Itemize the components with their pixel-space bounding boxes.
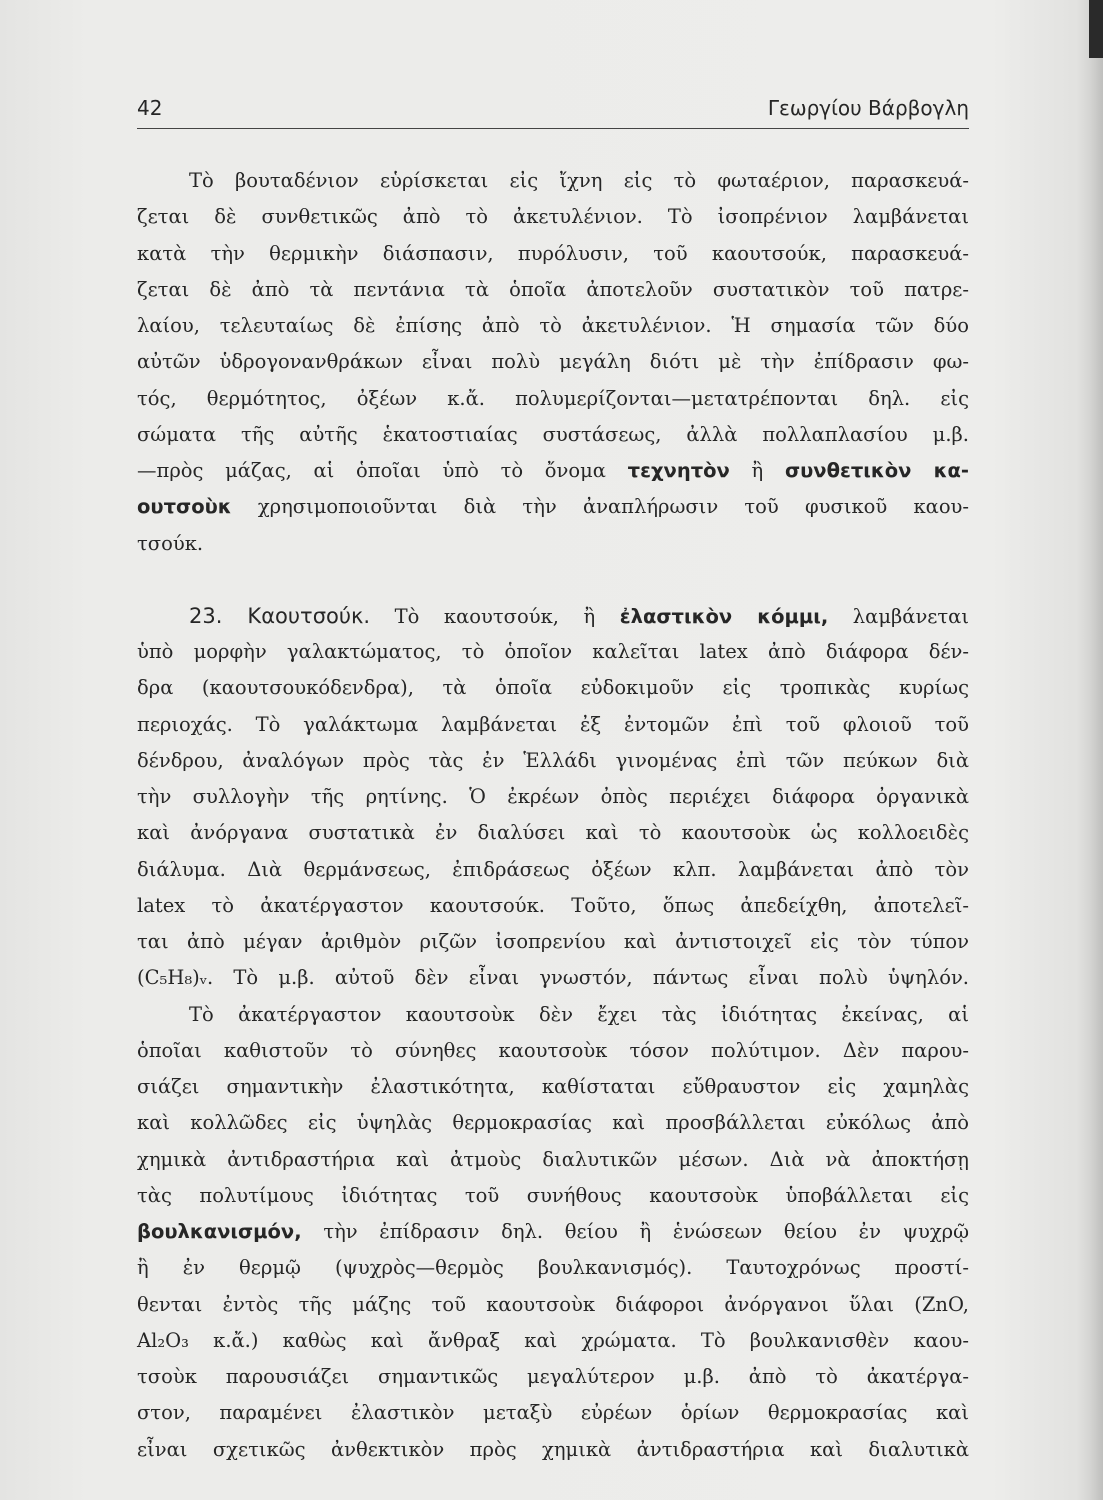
text-line: ἢ ἐν θερμῷ (ψυχρὸς—θερμὸς βουλκανισμός). Ταυτοχρόνως προστί- bbox=[137, 1256, 969, 1280]
text-line: ζεται δὲ ἀπὸ τὰ πεντάνια τὰ ὁποῖα ἀποτελοῦν συστατικὸν τοῦ πατρε- bbox=[137, 277, 969, 301]
text-line bbox=[137, 489, 969, 525]
text-line: τὰς πολυτίμους ἰδιότητας τοῦ συνήθους καουτσοὺκ ὑποβάλλεται εἰς bbox=[137, 1183, 969, 1207]
scan-corner-mark bbox=[1089, 0, 1103, 58]
section-heading: 23. Καουτσούκ. bbox=[189, 603, 371, 628]
text-line: δρα (καουτσουκόδενδρα), τὰ ὁποῖα εὐδοκιμοῦν εἰς τροπικὰς κυρίως bbox=[137, 676, 969, 700]
text-line: Τὸ ἀκατέργαστον καουτσοὺκ δὲν ἔχει τὰς ἰδιότητας ἐκείνας, αἱ bbox=[189, 1002, 969, 1026]
bold-term: τεχνητὸν bbox=[627, 459, 730, 482]
text-line: δένδρου, ἀναλόγων πρὸς τὰς ἐν Ἑλλάδι γινομένας ἐπὶ τῶν πεύκων διὰ bbox=[137, 748, 969, 772]
text-line: καὶ ἀνόργανα συστατικὰ ἐν διαλύσει καὶ τὸ καουτσοὺκ ὡς κολλοειδὲς bbox=[137, 821, 969, 845]
page-edge-shadow bbox=[1077, 0, 1103, 1500]
text-line: σιάζει σημαντικὴν ἐλαστικότητα, καθίσταται εὔθραυστον εἰς χαμηλὰς bbox=[137, 1075, 969, 1098]
text-line: διάλυμα. Διὰ θερμάνσεως, ἐπιδράσεως ὀξέων κλπ. λαμβάνεται ἀπὸ τὸν bbox=[137, 857, 969, 881]
text-span: —πρὸς μάζας, αἱ ὁποῖαι ὑπὸ τὸ ὄνομα bbox=[137, 459, 606, 482]
text-line: τσοὺκ παρουσιάζει σημαντικῶς μεγαλύτερον μ.β. ἀπὸ τὸ ἀκατέργα- bbox=[137, 1365, 969, 1388]
text-line: (C₅H₈)ᵥ. Τὸ μ.β. αὐτοῦ δὲν εἶναι γνωστόν, πάντως εἶναι πολὺ ὑψηλόν. bbox=[137, 966, 969, 990]
text-line: σώματα τῆς αὐτῆς ἑκατοστιαίας συστάσεως, ἀλλὰ πολλαπλασίου μ.β. bbox=[137, 422, 969, 446]
text-line: τὴν συλλογὴν τῆς ρητίνης. Ὁ ἐκρέων ὀπὸς περιέχει διάφορα ὀργανικὰ bbox=[137, 785, 969, 808]
text-line: στον, παραμένει ἐλαστικὸν μεταξὺ εὐρέων ὁρίων θερμοκρασίας καὶ bbox=[137, 1401, 969, 1425]
text-line: καὶ κολλῶδες εἰς ὑψηλὰς θερμοκρασίας καὶ προσβάλλεται εὐκόλως ἀπὸ bbox=[137, 1111, 969, 1135]
text-line: ὁποῖαι καθιστοῦν τὸ σύνηθες καουτσοὺκ τόσον πολύτιμον. Δὲν παρου- bbox=[137, 1038, 969, 1062]
page-header bbox=[137, 92, 969, 129]
text-span: χρησιμοποιοῦνται διὰ τὴν ἀναπλήρωσιν τοῦ φυσικοῦ καου- bbox=[257, 495, 969, 519]
running-head: Γεωργίου Βάρβογλη bbox=[767, 96, 969, 120]
text-line: λαίου, τελευταίως δὲ ἐπίσης ἀπὸ τὸ ἀκετυλένιον. Ἡ σημασία τῶν δύο bbox=[137, 314, 969, 337]
text-line bbox=[137, 1214, 969, 1250]
text-span: τὴν ἐπίδρασιν δηλ. θείου ἢ ἑνώσεων θείου ἐν ψυχρῷ bbox=[323, 1220, 970, 1243]
page-number: 42 bbox=[137, 96, 163, 120]
text-line: αὐτῶν ὑδρογονανθράκων εἶναι πολὺ μεγάλη διότι μὲ τὴν ἐπίδρασιν φω- bbox=[137, 350, 969, 374]
text-line: εἶναι σχετικῶς ἀνθεκτικὸν πρὸς χημικὰ ἀντιδραστήρια καὶ διαλυτικὰ bbox=[137, 1437, 969, 1461]
text-line: κατὰ τὴν θερμικὴν διάσπασιν, πυρόλυσιν, τοῦ καουτσούκ, παρασκευά- bbox=[137, 241, 969, 265]
bold-term: βουλκανισμόν, bbox=[137, 1220, 302, 1243]
text-line: θενται ἐντὸς τῆς μάζης τοῦ καουτσοὺκ διάφοροι ἀνόργανοι ὕλαι (ZnO, bbox=[137, 1292, 969, 1316]
bold-term: ουτσοὺκ bbox=[137, 495, 232, 519]
text-line: τσούκ. bbox=[137, 531, 204, 555]
text-span: Τὸ καουτσούκ, ἢ bbox=[394, 604, 596, 628]
body-text bbox=[137, 163, 969, 1468]
text-line: ται ἀπὸ μέγαν ἀριθμὸν ριζῶν ἰσοπρενίου καὶ ἀντιστοιχεῖ εἰς τὸν τύπον bbox=[137, 930, 969, 953]
text-span: ἢ bbox=[751, 459, 764, 482]
text-line: ὑπὸ μορφὴν γαλακτώματος, τὸ ὁποῖον καλεῖται latex ἀπὸ διάφορα δέν- bbox=[137, 640, 969, 663]
text-line: περιοχάς. Τὸ γαλάκτωμα λαμβάνεται ἐξ ἐντομῶν ἐπὶ τοῦ φλοιοῦ τοῦ bbox=[137, 712, 969, 736]
text-line: Τὸ βουταδένιον εὑρίσκεται εἰς ἴχνη εἰς τὸ φωταέριον, παρασκευά- bbox=[189, 169, 969, 192]
section-heading-line bbox=[137, 598, 969, 634]
text-line: χημικὰ ἀντιδραστήρια καὶ ἀτμοὺς διαλυτικῶν μέσων. Διὰ νὰ ἀποκτήσῃ bbox=[137, 1147, 969, 1171]
bold-term: συνθετικὸν κα- bbox=[784, 459, 970, 482]
text-line bbox=[137, 453, 969, 489]
text-line: τός, θερμότητος, ὀξέων κ.ἄ. πολυμερίζονται—μετατρέπονται δηλ. εἰς bbox=[137, 386, 969, 410]
text-line: ζεται δὲ συνθετικῶς ἀπὸ τὸ ἀκετυλένιον. Τὸ ἰσοπρένιον λαμβάνεται bbox=[137, 205, 969, 229]
text-line: Al₂O₃ κ.ἄ.) καθὼς καὶ ἄνθραξ καὶ χρώματα. Τὸ βουλκανισθὲν καου- bbox=[137, 1328, 969, 1352]
text-line: latex τὸ ἀκατέργαστον καουτσούκ. Τοῦτο, ὅπως ἀπεδείχθη, ἀποτελεῖ- bbox=[137, 893, 969, 917]
bold-term: ἐλαστικὸν κόμμι, bbox=[619, 604, 829, 628]
text-span: λαμβάνεται bbox=[852, 604, 969, 628]
